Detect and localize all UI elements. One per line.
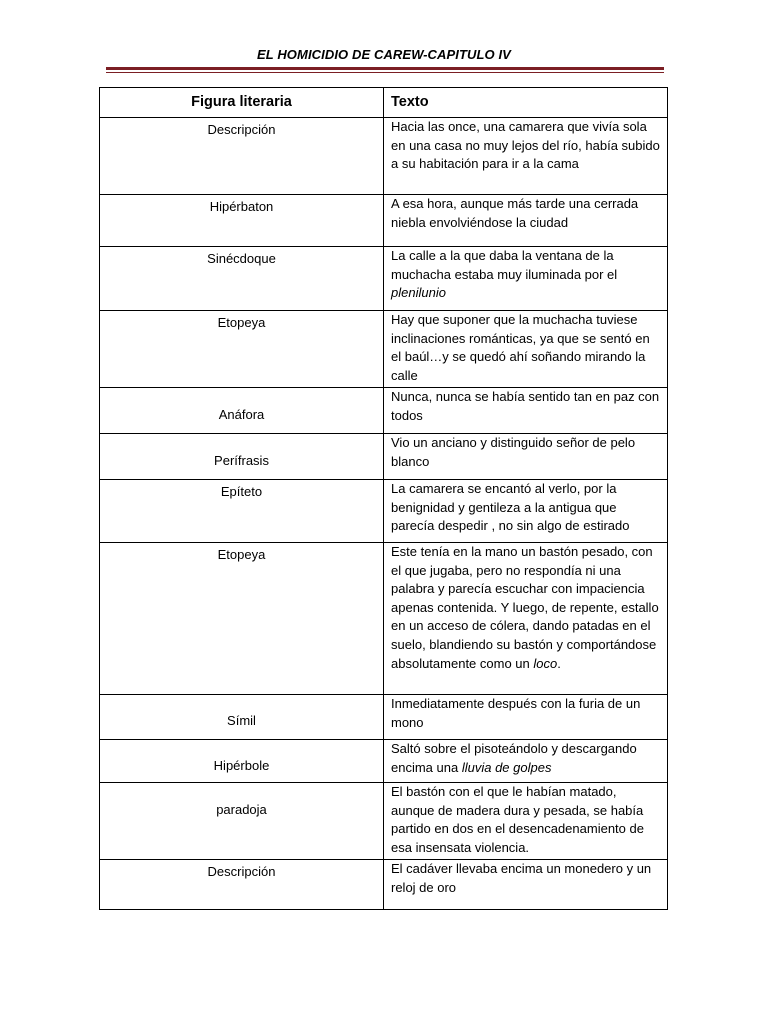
text-cell: Nunca, nunca se había sentido tan en paz con todos xyxy=(384,388,668,434)
figure-cell: Perífrasis xyxy=(100,434,384,480)
figure-cell: Etopeya xyxy=(100,543,384,695)
figure-cell: Hipérbaton xyxy=(100,195,384,247)
header-figura-literaria: Figura literaria xyxy=(100,88,384,118)
table-row xyxy=(100,543,668,695)
text-cell xyxy=(384,740,668,783)
table-row xyxy=(100,311,668,388)
table-row xyxy=(100,695,668,740)
figures-table xyxy=(99,87,668,910)
title-rule-thick xyxy=(106,67,664,70)
text-cell: El bastón con el que le habían matado, aunque de madera dura y pesada, se había partido en dos en el desencadenamiento de esa insensata violencia. xyxy=(384,783,668,860)
figure-cell: Símil xyxy=(100,695,384,740)
text-cell: El cadáver llevaba encima un monedero y un reloj de oro xyxy=(384,860,668,910)
text-cell: Hacia las once, una camarera que vivía sola en una casa no muy lejos del río, había subido a su habitación para ir a la cama xyxy=(384,118,668,195)
table-row xyxy=(100,434,668,480)
text-italic: lluvia de golpes xyxy=(461,759,552,775)
title-rule-thin xyxy=(106,72,664,73)
text-after: . xyxy=(557,655,561,671)
document-title: EL HOMICIDIO DE CAREW-CAPITULO IV xyxy=(257,47,511,62)
figure-cell: Hipérbole xyxy=(100,740,384,783)
figure-cell: paradoja xyxy=(100,783,384,860)
table-row xyxy=(100,740,668,783)
text-italic: plenilunio xyxy=(391,285,446,301)
text-italic: loco xyxy=(533,655,558,671)
text-cell: A esa hora, aunque más tarde una cerrada niebla envolviéndose la ciudad xyxy=(384,195,668,247)
table-row xyxy=(100,195,668,247)
figure-cell: Epíteto xyxy=(100,480,384,543)
figure-cell: Descripción xyxy=(100,860,384,910)
figure-cell: Anáfora xyxy=(100,388,384,434)
text-cell: Hay que suponer que la muchacha tuviese inclinaciones románticas, ya que se sentó en el baúl…y se quedó ahí soñando mirando la calle xyxy=(384,311,668,388)
text-plain: Este tenía en la mano un bastón pesado, con el que jugaba, pero no respondía ni una palabra y parecía escuchar con impaciencia apenas contenida. Y luego, de repente, estallo en un acceso de cólera, dando patadas en el suelo, blandiendo su bastón y comportándose absolutamente como un xyxy=(391,544,659,671)
table-row xyxy=(100,860,668,910)
text-cell xyxy=(384,543,668,695)
figure-cell: Descripción xyxy=(100,118,384,195)
table-row xyxy=(100,247,668,311)
text-cell: Inmediatamente después con la furia de un mono xyxy=(384,695,668,740)
figure-cell: Sinécdoque xyxy=(100,247,384,311)
text-plain: La calle a la que daba la ventana de la muchacha estaba muy iluminada por el xyxy=(391,248,618,282)
table-row xyxy=(100,388,668,434)
table-row xyxy=(100,480,668,543)
table-header-row xyxy=(100,88,668,118)
text-plain: Saltó sobre el pisoteándolo y descargando encima una xyxy=(391,741,637,775)
text-cell xyxy=(384,247,668,311)
table-row xyxy=(100,118,668,195)
header-texto: Texto xyxy=(384,88,668,118)
text-cell: La camarera se encantó al verlo, por la benignidad y gentileza a la antigua que parecía despedir , no sin algo de estirado xyxy=(384,480,668,543)
table-row xyxy=(100,783,668,860)
figure-cell: Etopeya xyxy=(100,311,384,388)
text-cell: Vio un anciano y distinguido señor de pelo blanco xyxy=(384,434,668,480)
